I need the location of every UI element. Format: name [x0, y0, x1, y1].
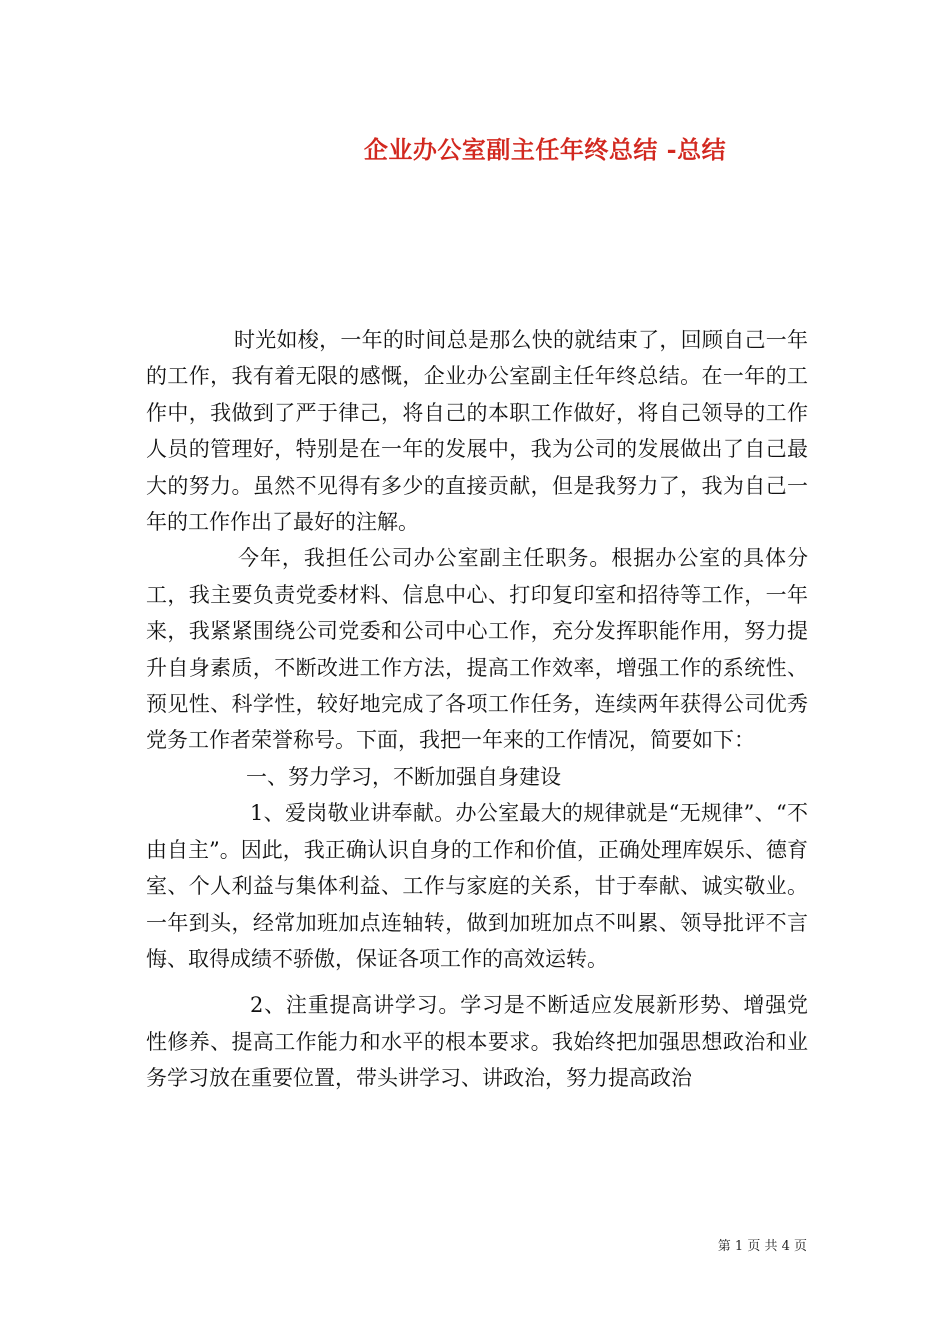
document-title: 企业办公室副主任年终总结 -总结	[363, 135, 727, 164]
paragraph-item-1: 1、爱岗敬业讲奉献。办公室最大的规律就是“无规律”、“不由自主”。因此，我正确认识自身的工作和价值，正确处理库娱乐、德育室、个人利益与集体利益、工作与家庭的关系，甘于奉献、诚实敬业。一年到头，经常加班加点连轴转，做到加班加点不叫累、领导批评不言悔、取得成绩不骄傲，保证各项工作的高效运转。	[146, 801, 808, 971]
page-number: 第 1 页 共 4 页	[717, 1239, 807, 1254]
document-body	[146, 322, 808, 1097]
paragraph-intro: 时光如梭，一年的时间总是那么快的就结束了，回顾自己一年的工作，我有着无限的感慨，企业办公室副主任年终总结。在一年的工作中，我做到了严于律己，将自己的本职工作做好，将自己领导的工作人员的管理好，特别是在一年的发展中，我为公司的发展做出了自己最大的努力。虽然不见得有多少的直接贡献，但是我努力了，我为自己一年的工作作出了最好的注解。	[146, 328, 808, 535]
paragraph-duties: 今年，我担任公司办公室副主任职务。根据办公室的具体分工，我主要负责党委材料、信息中心、打印复印室和招待等工作，一年来，我紧紧围绕公司党委和公司中心工作，充分发挥职能作用，努力提升自身素质，不断改进工作方法，提高工作效率，增强工作的系统性、预见性、科学性，较好地完成了各项工作任务，连续两年获得公司优秀党务工作者荣誉称号。下面，我把一年来的工作情况，简要如下：	[146, 546, 808, 753]
section-heading-1: 一、努力学习，不断加强自身建设	[246, 764, 561, 789]
paragraph-item-2: 2、注重提高讲学习。学习是不断适应发展新形势、增强党性修养、提高工作能力和水平的根本要求。我始终把加强思想政治和业务学习放在重要位置，带头讲学习、讲政治，努力提高政治	[146, 993, 808, 1091]
